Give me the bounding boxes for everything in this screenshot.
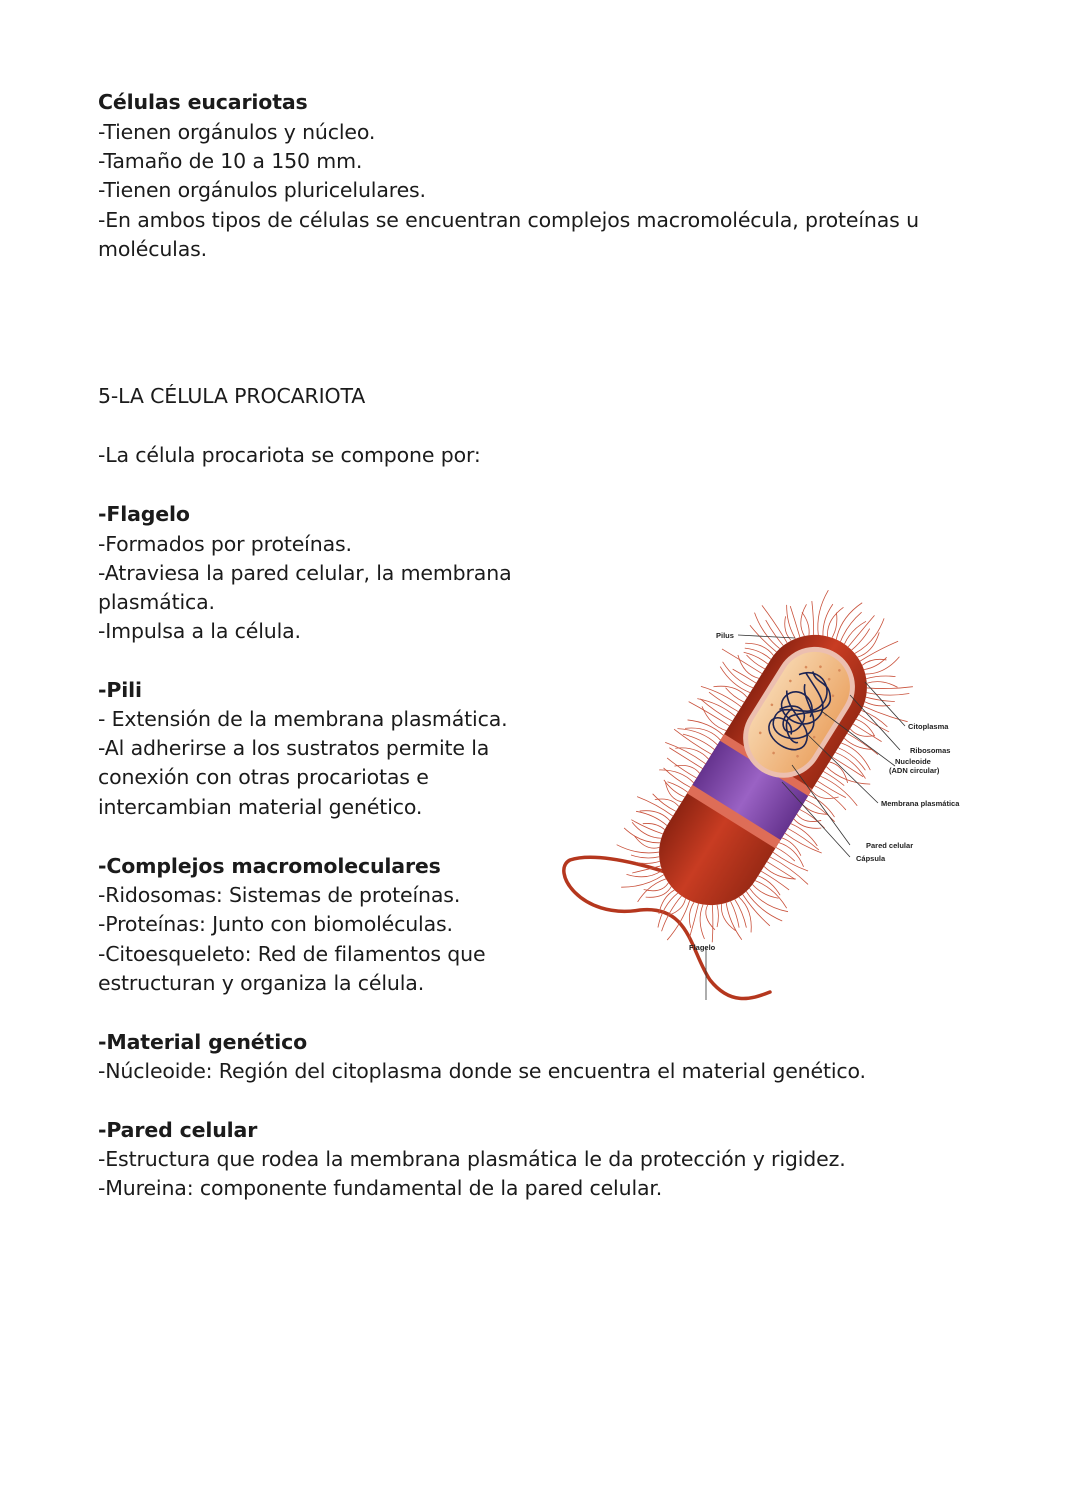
complejos-line: -Ridosomas: Sistemas de proteínas. (98, 883, 461, 907)
pilus-hair (792, 604, 820, 636)
pilus-hair (665, 739, 706, 766)
pilus-hair (858, 630, 881, 661)
pilus-hair (742, 891, 785, 921)
label-capsula: Cápsula (856, 854, 886, 863)
pilus-hair (683, 731, 715, 753)
pilus-hair (667, 780, 687, 794)
pilus-hair (682, 902, 704, 928)
flagelo-title: -Flagelo (98, 502, 190, 526)
pilus-hair (802, 801, 827, 820)
pilus-hair (860, 630, 898, 673)
pilus-hair (864, 651, 887, 677)
pilus-hair (862, 651, 886, 675)
pared-line: -Estructura que rodea la membrana plasmática le da protección y rigidez. (98, 1147, 846, 1171)
pilus-hair (644, 874, 669, 899)
pilus-hair (775, 842, 808, 867)
section-heading: 5-LA CÉLULA PROCARIOTA (98, 384, 366, 408)
pilus-hair (674, 759, 700, 779)
pilus-hair (867, 666, 913, 708)
complejos-line: -Proteínas: Junto con biomoléculas. (98, 912, 453, 936)
pilus-hair (823, 605, 845, 636)
label-adn: (ADN circular) (889, 766, 940, 775)
pilus-hair (726, 897, 763, 932)
label-flagelo: Flagelo (689, 943, 716, 952)
pilus-hair (745, 655, 766, 669)
label-ribosomas: Ribosomas (910, 746, 951, 755)
pilus-hair (721, 901, 748, 927)
material-title: -Material genético (98, 1030, 308, 1054)
pilus-hair (768, 856, 810, 884)
pilus-hair (651, 794, 677, 812)
pilus-hair (844, 734, 872, 755)
eucariotas-line: -Tamaño de 10 a 150 mm. (98, 149, 363, 173)
eucariotas-line: -Tienen orgánulos y núcleo. (98, 120, 376, 144)
pared-line: -Mureina: componente fundamental de la pared celular. (98, 1176, 663, 1200)
intro-text: -La célula procariota se compone por: (98, 443, 481, 467)
pilus-hair (756, 875, 783, 895)
pili-line: intercambian material genético. (98, 795, 423, 819)
pilus-hair (855, 615, 886, 658)
pilus-hair (655, 793, 680, 812)
pilus-hair (779, 837, 804, 855)
pilus-hair (680, 904, 708, 940)
pilus-hair (787, 828, 820, 850)
eucariotas-line: -En ambos tipos de células se encuentran complejos macromolécula, proteínas u (98, 208, 919, 232)
pilus-hair (643, 818, 665, 835)
pilus-hair (745, 625, 781, 652)
flagelo-line: -Impulsa a la célula. (98, 619, 301, 643)
pilus-hair (623, 822, 660, 849)
pilus-hair (785, 831, 822, 856)
pilus-hair (689, 701, 730, 727)
complejos-line: -Citoesqueleto: Red de filamentos que (98, 942, 486, 966)
pilus-hair (688, 904, 720, 938)
pilus-hair (722, 649, 762, 674)
label-membrana: Membrana plasmática (881, 799, 960, 808)
label-nucleoide: Nucleoide (895, 757, 931, 766)
complejos-line: estructuran y organiza la célula. (98, 971, 425, 995)
pilus-hair (733, 655, 764, 679)
cell-body (633, 611, 894, 929)
label-citoplasma: Citoplasma (908, 722, 949, 731)
pilus-hair (775, 847, 796, 861)
label-pilus: Pilus (716, 631, 734, 640)
pilus-hair (724, 688, 745, 703)
pili-line: -Al adherirse a los sustratos permite la (98, 736, 490, 760)
pilus-hair (832, 752, 869, 779)
pilus-hair (796, 808, 821, 828)
pili-line: conexión con otras procariotas e (98, 765, 429, 789)
material-line: -Núcleoide: Región del citoplasma donde se encuentra el material genético. (98, 1059, 866, 1083)
pili-title: -Pili (98, 678, 142, 702)
pilus-hair (736, 894, 776, 925)
pilus-hair (701, 682, 742, 710)
pilus-hair (713, 678, 747, 705)
pilus-hair (673, 729, 712, 754)
pilus-hair (636, 807, 667, 829)
pilus-hair (867, 674, 910, 712)
pilus-hair (699, 905, 725, 930)
pilus-hair (793, 813, 821, 835)
eucariotas-line: moléculas. (98, 237, 208, 261)
flagelo-line: -Atraviesa la pared celular, la membrana (98, 561, 512, 585)
pilus-hair (844, 618, 866, 648)
pilus-hair (865, 646, 899, 684)
pilus-hair (811, 783, 839, 806)
pilus-hair (804, 800, 837, 822)
pili-line: - Extensión de la membrana plasmática. (98, 707, 508, 731)
label-pared: Pared celular (866, 841, 914, 850)
pilus-hair (759, 620, 790, 645)
pilus-hair (825, 761, 853, 783)
pilus-hair (850, 723, 875, 742)
complejos-title: -Complejos macromoleculares (98, 854, 441, 878)
eucariotas-line: -Tienen orgánulos pluricelulares. (98, 178, 426, 202)
prokaryote-diagram (560, 560, 980, 1020)
flagelo-line: -Formados por proteínas. (98, 532, 352, 556)
flagelo-line: plasmática. (98, 590, 215, 614)
pilus-hair (637, 794, 673, 818)
pilus-hair (779, 606, 811, 637)
eucariotas-title: Células eucariotas (98, 90, 308, 114)
pilus-hair (848, 612, 874, 649)
pared-title: -Pared celular (98, 1118, 258, 1142)
pilus-hair (661, 782, 686, 802)
pilus-hair (747, 888, 788, 916)
